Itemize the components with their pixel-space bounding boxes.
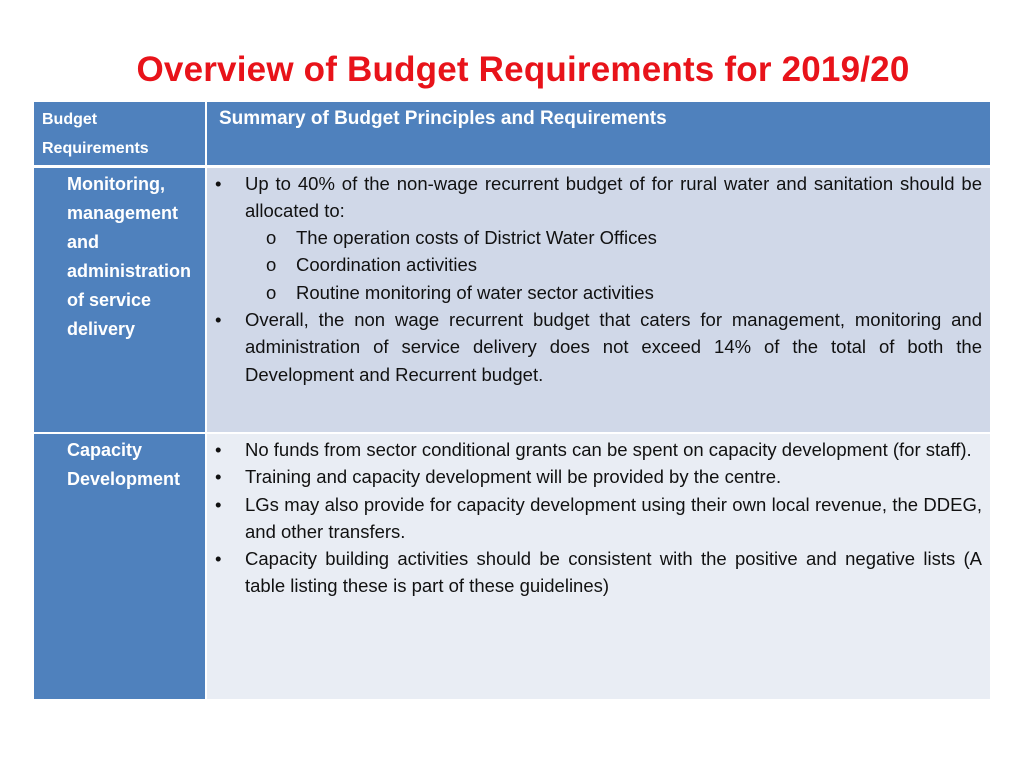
bullet-item: • LGs may also provide for capacity development using their own local revenue, the DDEG, and other transfers. (245, 491, 982, 546)
table-header-row (34, 102, 990, 166)
bullet-item: • Up to 40% of the non-wage recurrent budget of for rural water and sanitation should be allocated to: (245, 170, 982, 225)
bullet-item: • Training and capacity development will be provided by the centre. (245, 463, 982, 490)
bullet-item: • Overall, the non wage recurrent budget that caters for management, monitoring and administration of service delivery does not exceed 14% of the total of both the Development and Recurrent budget. (245, 306, 982, 388)
sub-item: o The operation costs of District Water Offices (245, 224, 982, 251)
header-summary: Summary of Budget Principles and Requirements (206, 102, 990, 166)
header-budget-requirements: Budget Requirements (34, 102, 206, 166)
table-row (34, 166, 990, 433)
table-row (34, 433, 990, 699)
row-label-capacity: Capacity Development (34, 433, 206, 699)
bullet-item: • No funds from sector conditional grants can be spent on capacity development (for staff). (245, 436, 982, 463)
row-content-capacity (206, 433, 990, 699)
row-content-monitoring (206, 166, 990, 433)
budget-table (34, 102, 990, 699)
slide-title: Overview of Budget Requirements for 2019/20 (136, 50, 910, 89)
sub-item: o Routine monitoring of water sector activities (245, 279, 982, 306)
bullet-item: • Capacity building activities should be consistent with the positive and negative lists (A table listing these is part of these guidelines) (245, 545, 982, 600)
sub-item: o Coordination activities (245, 251, 982, 278)
row-label-monitoring: Monitoring, management and administration of service delivery (34, 166, 206, 433)
